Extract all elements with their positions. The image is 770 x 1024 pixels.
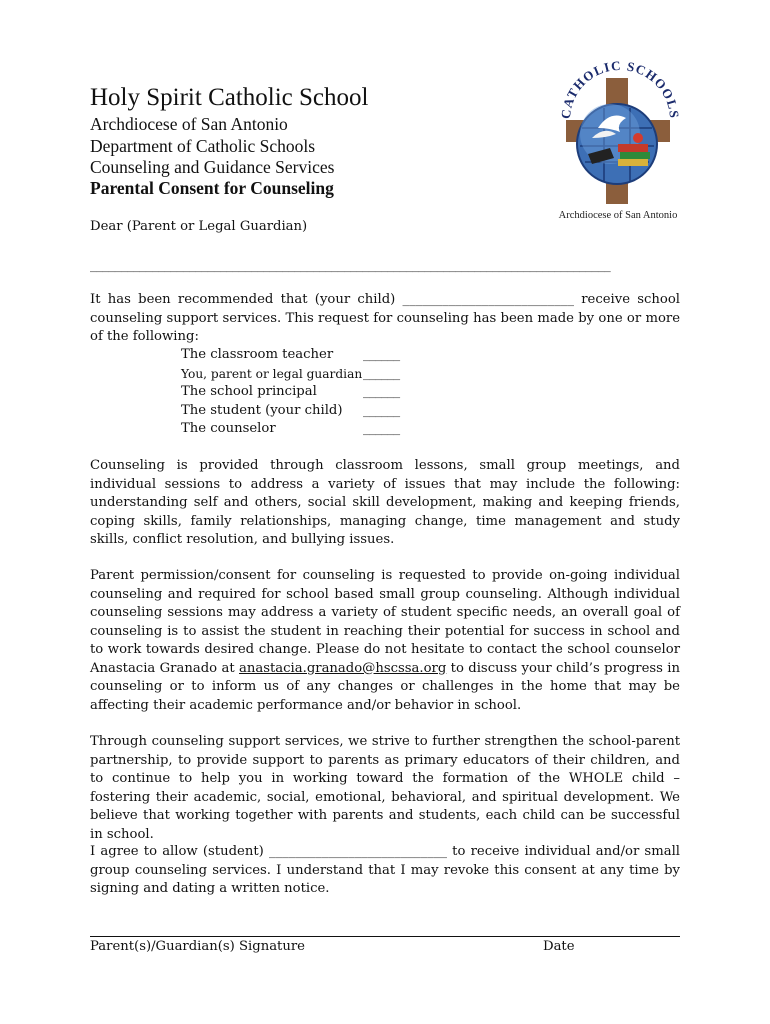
signature-label: Parent(s)/Guardian(s) Signature <box>90 939 305 954</box>
agreement-text-start: I agree to allow (student) <box>90 844 269 859</box>
date-label: Date <box>543 939 575 954</box>
referrer-check-blank[interactable]: ______ <box>363 402 400 418</box>
referrer-label: The student (your child) <box>181 402 343 418</box>
counselor-email-link[interactable]: anastacia.granado@hscssa.org <box>239 660 447 676</box>
referrer-label: The school principal <box>181 384 317 400</box>
list-item <box>181 346 413 365</box>
recommendation-text-start: It has been recommended that (your child) <box>90 292 403 307</box>
book-icon <box>618 144 648 152</box>
list-item <box>181 420 413 439</box>
recommendation-paragraph <box>90 291 680 347</box>
salutation: Dear (Parent or Legal Guardian) <box>90 219 308 234</box>
department-line: Department of Catholic Schools <box>90 136 316 156</box>
form-title: Parental Consent for Counseling <box>90 178 334 198</box>
referrer-check-blank[interactable]: ______ <box>363 347 400 362</box>
permission-text-start: Parent permission/consent for counseling is requested to provide on-going individual counseling and required for school based small group counseling. Although individual counseling sessions may address a variety of student specific needs, an overall goal of counseling is to assist the student in reaching their potential for success in school and to work towards desired change. Please do not hesitate to contact the school counselor Anastacia Granado at <box>90 568 680 676</box>
list-item <box>181 365 413 384</box>
list-item <box>181 383 413 402</box>
permission-paragraph <box>90 567 680 715</box>
student-name-blank[interactable]: ___________________________ <box>268 844 447 859</box>
support-paragraph: Through counseling support services, we strive to further strengthen the school-parent partnership, to provide support to parents as primary educators of their children, and to continue to help you in working toward the formation of the WHOLE child – fostering their academic, social, emotional, behavioral, and spiritual development. We believe that working together with parents and students, each child can be successful in school. <box>90 734 680 842</box>
signature-line[interactable] <box>90 936 680 937</box>
school-name: Holy Spirit Catholic School <box>90 84 369 111</box>
agreement-paragraph <box>90 843 680 899</box>
recommendation-text-end: receive school counseling support services. This request for counseling has been made by one or more of the following: <box>90 292 680 344</box>
catholic-schools-emblem-icon <box>552 58 684 224</box>
catholic-schools-logo <box>552 58 684 224</box>
referrer-check-blank[interactable]: ______ <box>363 365 400 381</box>
referrer-check-blank[interactable]: ______ <box>363 384 400 400</box>
services-paragraph: Counseling is provided through classroom lessons, small group meetings, and individual sessions to address a variety of issues that may include the following: understanding self and others, social skill development, making and keeping friends, coping skills, family relationships, managing change, time management and study skills, conflict resolution, and bullying issues. <box>90 458 680 547</box>
guardian-name-blank[interactable]: ____________________________________________________________________________________ <box>90 258 611 273</box>
logo-caption: Archdiocese of San Antonio <box>558 210 678 221</box>
referrer-label: The classroom teacher <box>181 347 334 362</box>
permission-text-end: to discuss your child’s progress in counseling or to inform us of any changes or challenges in the home that may be affecting their academic performance and/or behavior in school. <box>90 660 681 713</box>
referrer-check-blank[interactable]: ______ <box>363 421 400 437</box>
child-name-blank[interactable]: __________________________ <box>402 292 574 307</box>
list-item <box>181 402 413 421</box>
services-line: Counseling and Guidance Services <box>90 157 335 177</box>
referrer-list <box>181 346 413 439</box>
logo-arc-text: CATHOLIC SCHOOLS <box>557 58 683 120</box>
referrer-label: The counselor <box>181 421 276 437</box>
archdiocese-line: Archdiocese of San Antonio <box>90 114 288 134</box>
agreement-text-end: to receive individual and/or small group counseling services. I understand that I may revoke this consent at any time by signing and dating a written notice. <box>90 844 680 896</box>
referrer-label: You, parent or legal guardian <box>181 366 363 381</box>
